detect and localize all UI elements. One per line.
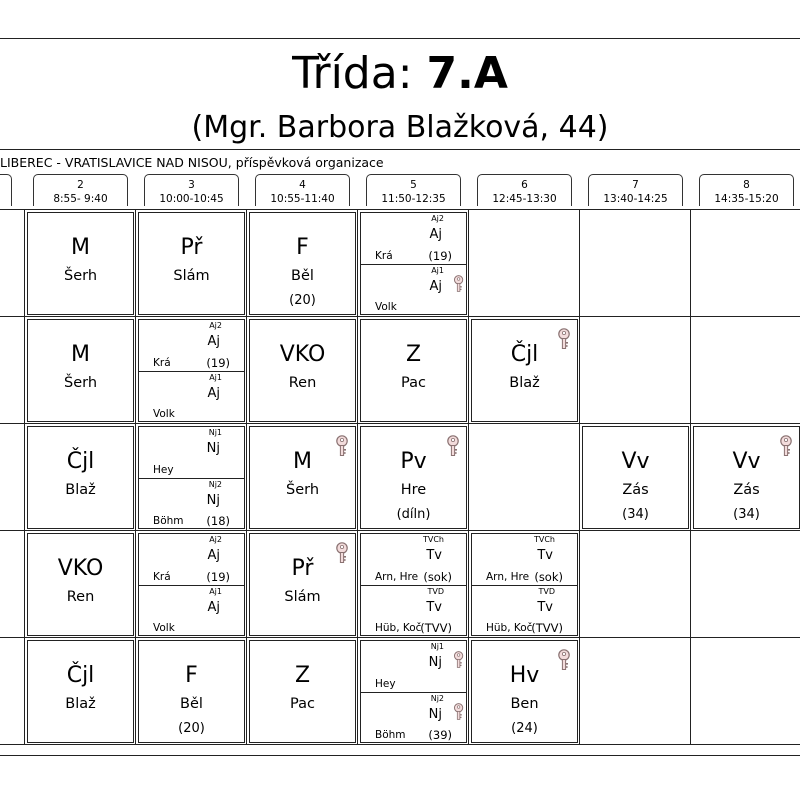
teacher: Slám (284, 589, 321, 605)
subject: Pv (400, 449, 427, 474)
teacher: Böhm (375, 729, 406, 741)
group-lesson[interactable] (361, 264, 466, 316)
teacher: Hey (153, 463, 174, 476)
group-lesson[interactable] (472, 534, 577, 585)
subject: VKO (279, 342, 326, 367)
subject: Z (405, 342, 422, 367)
period-header-2 (33, 174, 128, 206)
subject: M (293, 449, 312, 474)
lesson-cell[interactable] (27, 533, 134, 636)
period-header-6 (477, 174, 572, 206)
subject: Čjl (66, 663, 95, 688)
lesson-cell[interactable] (249, 533, 356, 636)
grid-column-line (579, 209, 580, 745)
group-label: Aj1 (209, 372, 222, 382)
subject: Čjl (510, 342, 539, 367)
lesson-cell[interactable] (138, 426, 245, 529)
period-time: 12:45-13:30 (492, 193, 557, 205)
room: (19) (428, 248, 452, 263)
lesson-cell[interactable] (138, 319, 245, 422)
teacher: Pac (401, 375, 426, 391)
room: (19) (206, 569, 230, 584)
subject: Aj (207, 599, 220, 615)
teacher: Blaž (509, 375, 540, 391)
grid-row-line (0, 209, 800, 210)
room: (19) (206, 355, 230, 370)
lesson-cell[interactable] (249, 212, 356, 315)
period-time: 11:50-12:35 (381, 193, 446, 205)
key-icon (446, 435, 460, 457)
key-icon (557, 649, 571, 671)
room: (34) (733, 507, 760, 522)
lesson-cell[interactable] (249, 319, 356, 422)
period-header-5 (366, 174, 461, 206)
subject: Vv (732, 449, 761, 474)
group-label: Aj2 (209, 535, 222, 544)
subject: VKO (57, 556, 104, 581)
subject: Tv (426, 548, 442, 563)
period-header-3 (144, 174, 239, 206)
subject: Tv (537, 599, 553, 615)
room: (TVV) (531, 621, 563, 635)
subject: Tv (537, 548, 553, 563)
group-lesson[interactable] (139, 585, 244, 637)
teacher: Šerh (63, 375, 98, 391)
subject: Z (294, 663, 311, 688)
period-header-7 (588, 174, 683, 206)
subject: F (185, 663, 198, 688)
room: (18) (206, 514, 230, 528)
period-header-1 (0, 174, 12, 206)
subject: Př (291, 556, 314, 581)
teacher: Zás (622, 482, 649, 498)
teacher: Hüb, Koč (375, 622, 422, 634)
lesson-cell[interactable] (693, 426, 800, 529)
group-label: Aj2 (431, 214, 444, 223)
subject: Aj (429, 278, 442, 294)
subject: M (71, 342, 90, 367)
room: (20) (289, 293, 316, 308)
period-time: 14:35-15:20 (714, 193, 779, 205)
key-icon (779, 435, 793, 457)
group-label: TVCh (422, 535, 444, 544)
group-label: Nj2 (208, 479, 222, 489)
room: (24) (511, 721, 538, 736)
bottom-rule (0, 755, 800, 756)
subject: M (71, 235, 90, 260)
group-label: Aj1 (431, 265, 444, 275)
teacher: Zás (733, 482, 760, 498)
teacher: Volk (153, 622, 175, 634)
room: (díln) (396, 507, 431, 522)
lesson-cell[interactable] (138, 640, 245, 743)
subject: Nj (206, 441, 220, 456)
subject: Aj (207, 385, 220, 401)
group-lesson[interactable] (139, 320, 244, 371)
key-icon (557, 328, 571, 350)
key-icon (335, 542, 349, 564)
grid-column-line (690, 209, 691, 745)
teacher: Blaž (65, 696, 96, 712)
teacher: Ren (66, 589, 95, 605)
period-number: 3 (188, 179, 195, 191)
group-label: Nj1 (430, 642, 444, 651)
teacher: Arn, Hre (486, 570, 530, 583)
teacher: Volk (375, 301, 397, 313)
grid-column-line (135, 209, 136, 745)
lesson-cell[interactable] (360, 319, 467, 422)
teacher: Šerh (63, 268, 98, 284)
teacher: Šerh (285, 482, 320, 498)
group-lesson[interactable] (139, 534, 244, 585)
subject: Čjl (66, 449, 95, 474)
key-icon (453, 275, 464, 293)
group-label: Nj2 (430, 693, 444, 703)
teacher: Běl (291, 268, 314, 284)
lesson-cell[interactable] (27, 640, 134, 743)
teacher: Blaž (65, 482, 96, 498)
subject: F (296, 235, 309, 260)
lesson-cell[interactable] (582, 426, 689, 529)
header-rule (0, 149, 800, 150)
room: (39) (428, 728, 452, 742)
grid-row-line (0, 637, 800, 638)
lesson-cell[interactable] (471, 640, 578, 743)
title-prefix: Třída: (292, 48, 427, 99)
group-label: Nj1 (208, 428, 222, 437)
lesson-cell[interactable] (360, 426, 467, 529)
teacher: Volk (153, 408, 175, 420)
class-name: 7.A (426, 48, 508, 99)
grid-row-line (0, 744, 800, 745)
page-title (0, 46, 800, 102)
grid-column-line (468, 209, 469, 745)
group-label: Aj1 (209, 586, 222, 596)
teacher: Pac (290, 696, 315, 712)
room: (TVV) (420, 621, 452, 635)
group-lesson[interactable] (361, 692, 466, 744)
group-label: TVD (538, 586, 555, 596)
grid-column-line (246, 209, 247, 745)
group-label: TVCh (533, 535, 555, 544)
subject: Aj (429, 227, 442, 242)
key-icon (453, 651, 464, 669)
group-lesson[interactable] (361, 213, 466, 264)
group-lesson[interactable] (139, 427, 244, 478)
subject: Nj (206, 492, 220, 508)
group-lesson[interactable] (361, 585, 466, 637)
subject: Př (180, 235, 203, 260)
teacher: Krá (375, 249, 393, 262)
period-number: 4 (299, 179, 306, 191)
lesson-cell[interactable] (138, 533, 245, 636)
period-time: 10:00-10:45 (159, 193, 224, 205)
key-icon (453, 703, 464, 721)
group-lesson[interactable] (361, 534, 466, 585)
lesson-cell[interactable] (249, 640, 356, 743)
teacher: Hüb, Koč (486, 622, 533, 634)
grid-column-line (24, 209, 25, 745)
subject: Aj (207, 334, 220, 349)
group-lesson[interactable] (139, 371, 244, 423)
teacher: Ben (510, 696, 539, 712)
teacher: Krá (153, 570, 171, 583)
subject: Vv (621, 449, 650, 474)
period-number: 8 (743, 179, 750, 191)
lesson-cell[interactable] (471, 319, 578, 422)
teacher: Krá (153, 356, 171, 369)
group-label: Aj2 (209, 321, 222, 330)
period-number: 7 (632, 179, 639, 191)
room: (sok) (423, 569, 452, 584)
teacher: Ren (288, 375, 317, 391)
grid-row-line (0, 316, 800, 317)
lesson-cell[interactable] (138, 212, 245, 315)
period-header-4 (255, 174, 350, 206)
lesson-cell[interactable] (27, 319, 134, 422)
lesson-cell[interactable] (360, 212, 467, 315)
subject: Nj (428, 655, 442, 670)
period-time: 8:55- 9:40 (53, 193, 108, 205)
lesson-cell[interactable] (360, 533, 467, 636)
group-label: TVD (427, 586, 444, 596)
period-header-8 (699, 174, 794, 206)
group-lesson[interactable] (139, 478, 244, 530)
subject: Aj (207, 548, 220, 563)
period-number: 5 (410, 179, 417, 191)
subject: Hv (509, 663, 540, 688)
lesson-cell[interactable] (27, 212, 134, 315)
room: (20) (178, 721, 205, 736)
school-name: LIBEREC - VRATISLAVICE NAD NISOU, příspěvková organizace (0, 155, 384, 170)
teacher: Arn, Hre (375, 570, 419, 583)
teacher: Běl (180, 696, 203, 712)
grid-row-line (0, 530, 800, 531)
teacher: Hre (400, 482, 427, 498)
group-lesson[interactable] (472, 585, 577, 637)
subject: Tv (426, 599, 442, 615)
teacher: Slám (173, 268, 210, 284)
period-number: 2 (77, 179, 84, 191)
period-time: 10:55-11:40 (270, 193, 335, 205)
room: (34) (622, 507, 649, 522)
lesson-cell[interactable] (249, 426, 356, 529)
period-time: 13:40-14:25 (603, 193, 668, 205)
key-icon (335, 435, 349, 457)
teacher: Böhm (153, 515, 184, 527)
group-lesson[interactable] (361, 641, 466, 692)
lesson-cell[interactable] (27, 426, 134, 529)
period-number: 6 (521, 179, 528, 191)
teacher: Hey (375, 677, 396, 690)
room: (sok) (534, 569, 563, 584)
grid-row-line (0, 423, 800, 424)
top-rule (0, 38, 800, 39)
subject: Nj (428, 706, 442, 722)
lesson-cell[interactable] (360, 640, 467, 743)
class-teacher: (Mgr. Barbora Blažková, 44) (191, 110, 609, 145)
lesson-cell[interactable] (471, 533, 578, 636)
grid-column-line (357, 209, 358, 745)
